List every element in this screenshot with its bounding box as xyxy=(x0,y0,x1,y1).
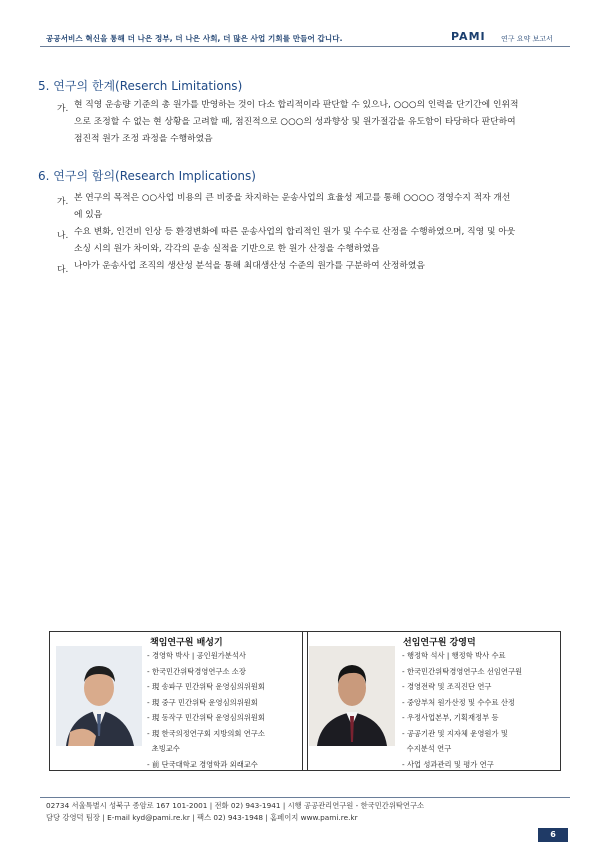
bullet-item: - 現 동작구 민간위탁 운영심의위원회 xyxy=(147,713,265,722)
limitations-paragraph xyxy=(74,97,518,148)
header-divider xyxy=(40,46,570,47)
bullet-item: - 중앙부처 원가산정 및 수수료 산정 xyxy=(402,697,515,707)
paragraph-line: 나아가 운송사업 조직의 생산성 분석을 통해 최대생산성 수준의 원가를 구분하여 산정하였음 xyxy=(74,261,425,271)
bullet-item: - 現 송파구 민간위탁 운영심의위원회 xyxy=(147,682,265,691)
item-marker: 다. xyxy=(57,265,69,275)
researcher-bullets xyxy=(147,648,265,772)
researcher-photo xyxy=(56,646,142,746)
paragraph-line: 소싱 시의 원가 차이와, 각각의 운송 실적을 기반으로 한 원가 산정을 수행하였음 xyxy=(74,244,380,254)
bullet-item: - 사업 성과관리 및 평가 연구 xyxy=(402,759,494,769)
researcher-photo xyxy=(309,646,395,746)
bullet-item: - 경영전략 및 조직진단 연구 xyxy=(402,682,492,691)
bullet-item: - 우정사업본부, 기획재정부 등 xyxy=(402,713,499,722)
bullet-item: - 행정학 석사 | 행정학 박사 수료 xyxy=(402,651,506,660)
bullet-item: - 한국민간위탁경영연구소 소장 xyxy=(147,666,246,676)
paragraph-line: 수요 변화, 인건비 인상 등 환경변화에 따른 운송사업의 합리적인 원가 및 수수료 산정을 수행하였으며, 직영 및 아웃 xyxy=(74,227,516,237)
paragraph-line: 본 연구의 목적은 ○○사업 비용의 큰 비중을 차지하는 운송사업의 효율성 제고를 통해 ○○○○ 경영수지 적자 개선 xyxy=(74,193,511,203)
bullet-item: - 경영학 박사 | 공인원가분석사 xyxy=(147,651,246,660)
implications-paragraph-a xyxy=(74,190,510,224)
implications-paragraph-b xyxy=(74,224,515,258)
item-marker: 가. xyxy=(57,197,69,207)
paragraph-line: 으로 조정할 수 없는 현 상황을 고려할 때, 점진적으로 ○○○의 성과향상 및 원가절감을 유도함이 타당하다 판단하여 xyxy=(74,117,516,127)
researcher-card-senior xyxy=(302,631,561,771)
section-title-implications: 6. 연구의 함의(Research Implications) xyxy=(38,169,256,183)
header-tagline: 공공서비스 혁신을 통해 더 나은 정부, 더 나은 사회, 더 많은 사업 기회를 만들어 갑니다. xyxy=(46,34,343,43)
paragraph-line: 에 있음 xyxy=(74,210,103,220)
page-number: 6 xyxy=(538,828,568,842)
footer-address: 02734 서울특별시 성북구 종암로 167 101-2001 | 전화 02) 943-1941 | 시행 공공관리연구원 - 한국민간위탁연구소 xyxy=(46,801,425,810)
header-logo: PAMI xyxy=(451,30,486,43)
bullet-item: 수지분석 연구 xyxy=(402,744,452,753)
paragraph-line: 현 직영 운송량 기준의 총 원가를 반영하는 것이 다소 합리적이라 판단할 수 있으나, ○○○의 인력을 단기간에 인위적 xyxy=(74,100,519,110)
paragraph-line: 점진적 원가 조정 과정을 수행하였음 xyxy=(74,134,213,144)
footer-divider xyxy=(40,797,570,798)
implications-paragraph-c xyxy=(74,258,425,275)
researcher-card-lead xyxy=(49,631,308,771)
researcher-name: 책임연구원 배성기 xyxy=(150,638,223,648)
researcher-name: 선임연구원 강영덕 xyxy=(403,638,476,648)
bullet-item: 초빙교수 xyxy=(147,744,180,753)
bullet-item: - 한국민간위탁경영연구소 선임연구원 xyxy=(402,666,523,676)
bullet-item: - 現 한국의정연구회 지방의회 연구소 xyxy=(147,728,265,738)
header-report-label: 연구 요약 보고서 xyxy=(501,35,553,43)
section-title-limitations: 5. 연구의 한계(Reserch Limitations) xyxy=(38,79,243,93)
item-marker: 나. xyxy=(57,231,69,241)
researcher-bullets xyxy=(402,648,522,772)
footer-contact: 담당 강영덕 팀장 | E-mail kyd@pami.re.kr | 팩스 02) 943-1948 | 홈페이지 www.pami.re.kr xyxy=(46,813,358,822)
bullet-item: - 現 중구 민간위탁 운영심의위원회 xyxy=(147,697,258,707)
bullet-item: - 前 단국대학교 경영학과 외래교수 xyxy=(147,759,258,769)
item-marker: 가. xyxy=(57,104,69,114)
bullet-item: - 공공기관 및 지자체 운영원가 및 xyxy=(402,728,508,738)
